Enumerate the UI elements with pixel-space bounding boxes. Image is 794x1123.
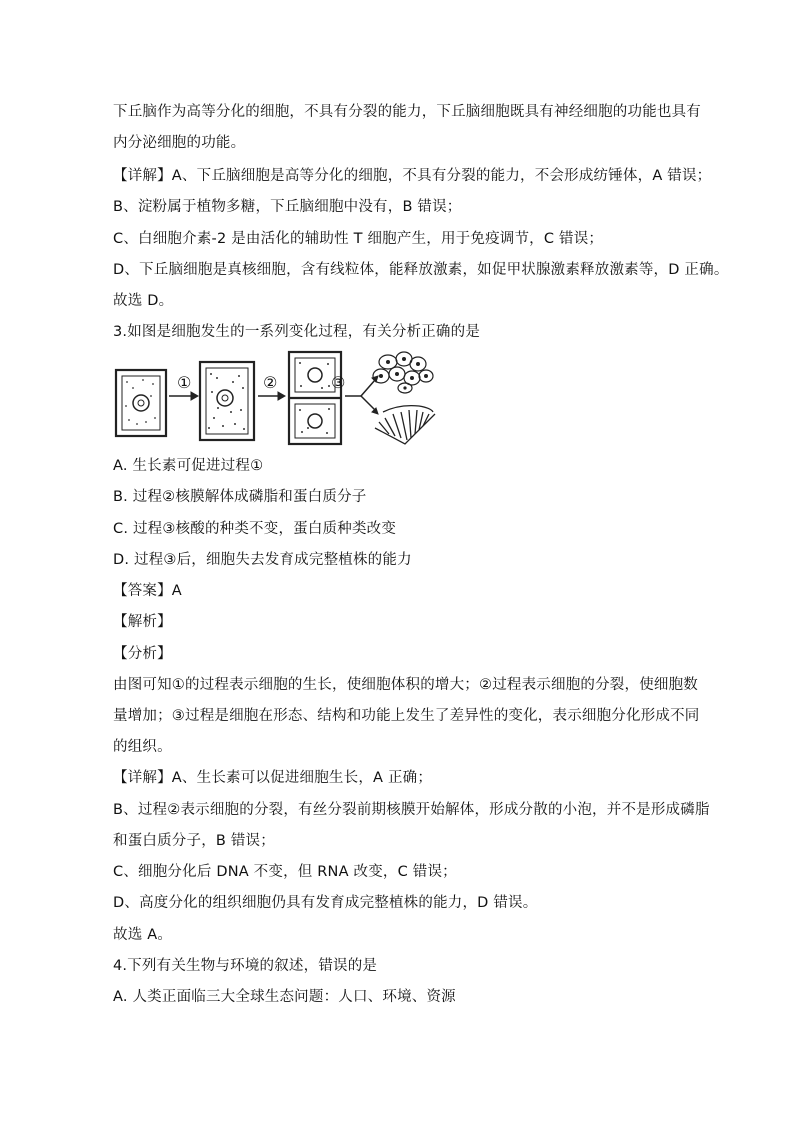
cell-change-figure xyxy=(113,348,473,448)
text-line: 内分泌细胞的功能。 xyxy=(113,135,246,151)
option-d: D. 过程③后，细胞失去发育成完整植株的能力 xyxy=(113,552,412,568)
text-line: 【详解】A、生长素可以促进细胞生长，A 正确； xyxy=(113,770,433,786)
text-line: 由图可知①的过程表示细胞的生长，使细胞体积的增大；②过程表示细胞的分裂，使细胞数 xyxy=(113,677,698,693)
question-4-stem: 4.下列有关生物与环境的叙述，错误的是 xyxy=(113,958,378,974)
text-line: B、淀粉属于植物多糖，下丘脑细胞中没有，B 错误； xyxy=(113,199,462,215)
option-b: B. 过程②核膜解体成磷脂和蛋白质分子 xyxy=(113,489,367,505)
text-line: D、高度分化的组织细胞仍具有发育成完整植株的能力，D 错误。 xyxy=(113,895,538,911)
answer-heading: 【答案】A xyxy=(113,583,182,599)
step-2-label: ② xyxy=(263,373,278,392)
step-1-label: ① xyxy=(177,373,192,392)
text-line: 量增加；③过程是细胞在形态、结构和功能上发生了差异性的变化，表示细胞分化形成不同 xyxy=(113,708,700,724)
text-line: C、白细胞介素-2 是由活化的辅助性 T 细胞产生，用于免疫调节，C 错误； xyxy=(113,231,604,247)
analysis-subheading: 【分析】 xyxy=(113,646,172,662)
text-line: 和蛋白质分子，B 错误； xyxy=(113,833,275,849)
arrow-3 xyxy=(345,376,378,414)
text-line: C、细胞分化后 DNA 不变，但 RNA 改变，C 错误； xyxy=(113,864,457,880)
text-line: 故选 D。 xyxy=(113,293,174,309)
text-line: 【详解】A、下丘脑细胞是高等分化的细胞，不具有分裂的能力，不会形成纺锤体，A 错误； xyxy=(113,168,712,184)
analysis-heading: 【解析】 xyxy=(113,614,172,630)
step-3-label: ③ xyxy=(331,373,346,392)
option-c: C. 过程③核酸的种类不变，蛋白质种类改变 xyxy=(113,521,397,537)
text-line: 故选 A。 xyxy=(113,927,173,943)
option-a: A. 生长素可促进过程① xyxy=(113,458,264,474)
cell-1 xyxy=(116,370,166,436)
cell-2 xyxy=(200,362,254,440)
text-line: 下丘脑作为高等分化的细胞，不具有分裂的能力，下丘脑细胞既具有神经细胞的功能也具有 xyxy=(113,104,701,120)
text-line: B、过程②表示细胞的分裂，有丝分裂前期核膜开始解体，形成分散的小泡，并不是形成磷脂 xyxy=(113,802,710,818)
tissue-bundle-bottom xyxy=(375,406,435,444)
text-line: 的组织。 xyxy=(113,739,172,755)
option-a: A. 人类正面临三大全球生态问题：人口、环境、资源 xyxy=(113,989,456,1005)
arrow-2 xyxy=(258,392,285,400)
cell-3-divided xyxy=(289,352,341,444)
text-line: D、下丘脑细胞是真核细胞，含有线粒体，能释放激素，如促甲状腺激素释放激素等，D 正确。 xyxy=(113,262,729,278)
question-3-stem: 3.如图是细胞发生的一系列变化过程，有关分析正确的是 xyxy=(113,324,481,340)
tissue-cluster-top xyxy=(373,352,433,393)
arrow-1 xyxy=(169,392,198,400)
